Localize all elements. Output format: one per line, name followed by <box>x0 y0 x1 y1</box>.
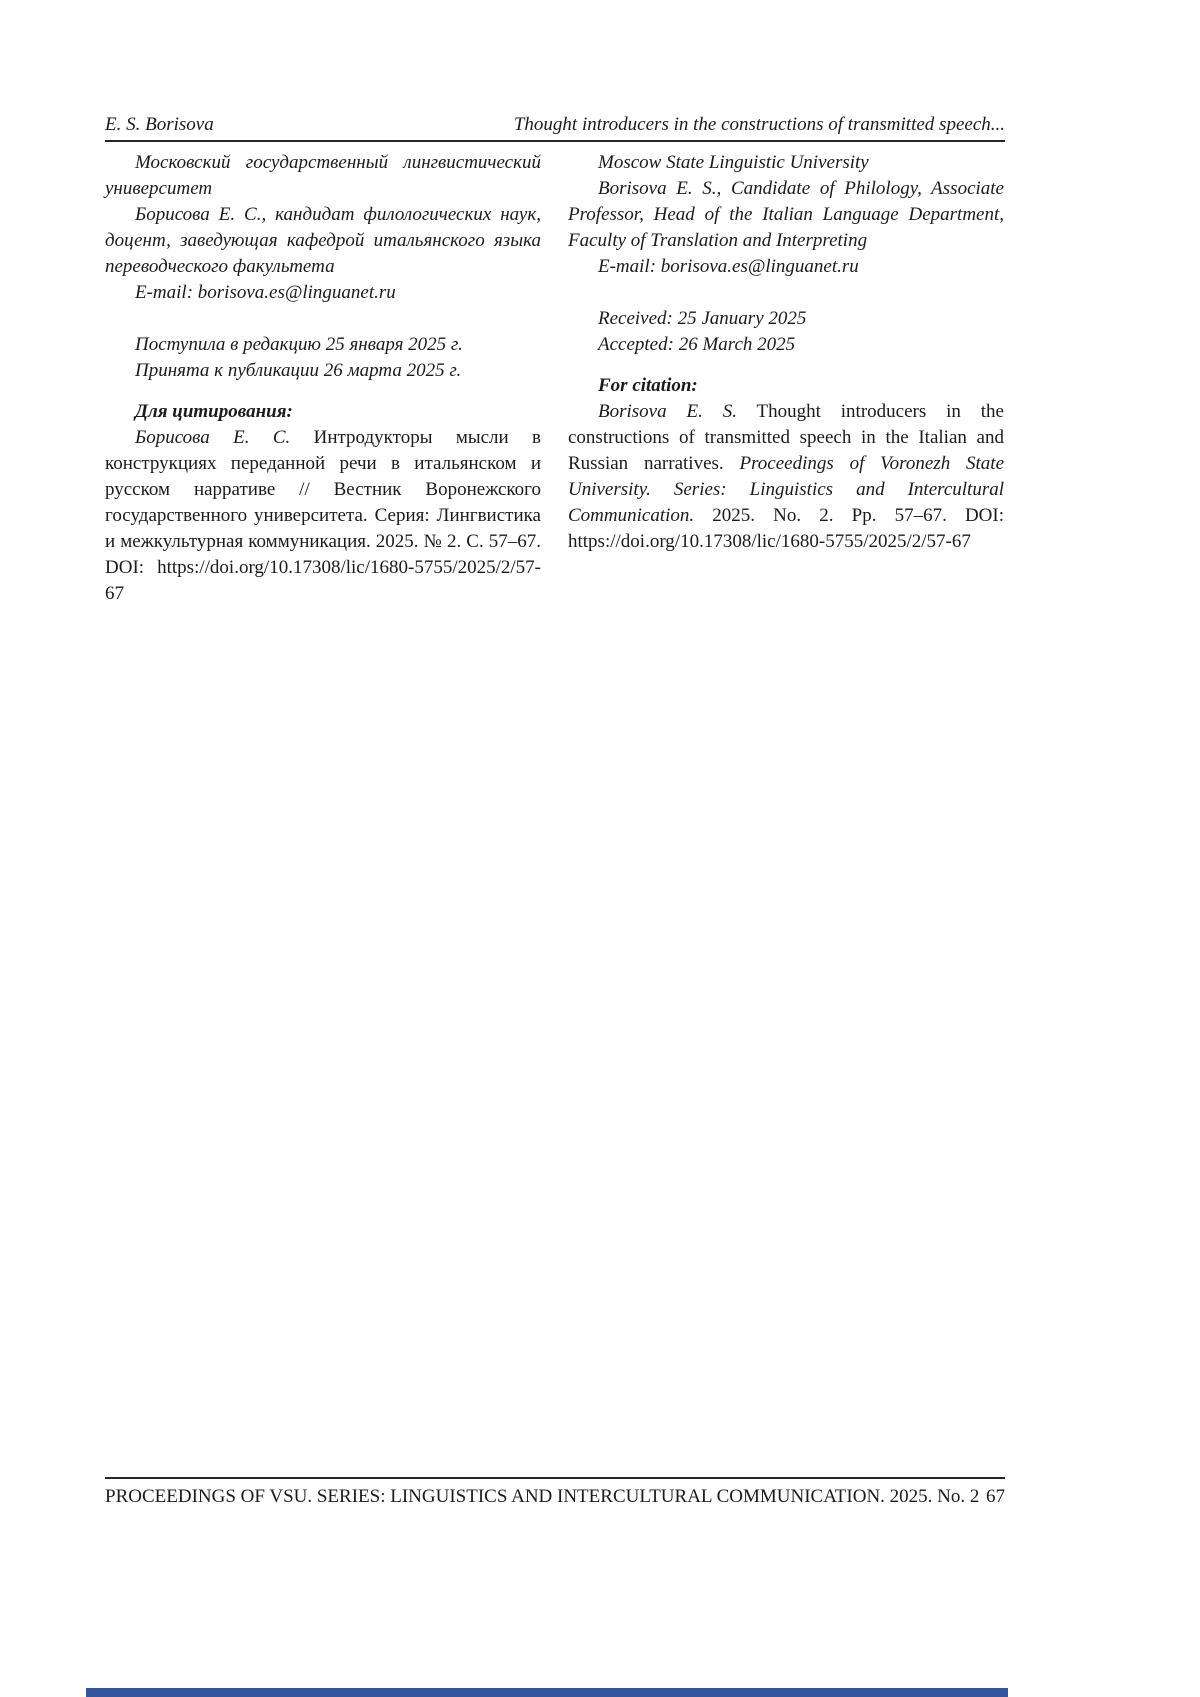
received-date-en: Received: 25 January 2025 <box>598 308 807 329</box>
citation-heading-ru: Для цитирования: <box>135 401 293 422</box>
citation-author-ru: Борисова Е. С. <box>135 427 291 448</box>
citation-text-en-part2: 2025. No. 2. Pp. 57–67. DOI: https://doi.org/10.17308/lic/1680-5755/2025/2/57-67 <box>568 505 1005 552</box>
citation-paragraph-ru <box>105 425 541 607</box>
running-head-author: E. S. Borisova <box>105 114 214 135</box>
running-head <box>105 112 1005 138</box>
column-russian <box>105 150 541 607</box>
author-info-ru: Борисова Е. С., кандидат филологических наук, доцент, заведующая кафедрой итальянского языка переводческого факультета <box>105 204 541 277</box>
running-head-title: Thought introducers in the constructions of transmitted speech... <box>513 114 1005 135</box>
footer-rule <box>105 1477 1005 1479</box>
accepted-date-ru: Принята к публикации 26 марта 2025 г. <box>135 360 462 381</box>
email-ru: E-mail: borisova.es@linguanet.ru <box>135 282 396 303</box>
content-columns <box>105 150 1005 607</box>
page-footer <box>105 1484 1005 1510</box>
citation-text-en-part1: Thought introducers in the constructions of transmitted speech in the Italian and Russian narratives. <box>568 401 1004 474</box>
citation-text-ru: Интродукторы мысли в конструкциях переданной речи в итальянском и русском нарративе // Вестник Воронежского государственного университета. Серия: Лингвистика и межкультурная коммуникация. 2025. № 2. С. 57–67. DOI: https://doi.org/10.17308/lic/1680-5755/2025/2/57-67 <box>105 427 542 604</box>
citation-author-en: Borisova E. S. <box>598 401 737 422</box>
citation-journal-en: Proceedings of Voronezh State University. Series: Linguistics and Intercultural Communication. <box>568 453 1005 526</box>
affiliation-en: Moscow State Linguistic University <box>598 152 869 173</box>
column-english <box>568 150 1004 607</box>
bottom-edge-bar <box>86 1688 1008 1697</box>
author-info-en: Borisova E. S., Candidate of Philology, Associate Professor, Head of the Italian Language Department, Faculty of Translation and Interpreting <box>568 178 1004 251</box>
received-date-ru: Поступила в редакцию 25 января 2025 г. <box>135 334 463 355</box>
email-en: E-mail: borisova.es@linguanet.ru <box>598 256 859 277</box>
footer-page-number: 67 <box>986 1486 1005 1507</box>
citation-paragraph-en <box>568 399 1004 555</box>
accepted-date-en: Accepted: 26 March 2025 <box>598 334 796 355</box>
footer-journal-title: PROCEEDINGS OF VSU. SERIES: LINGUISTICS AND INTERCULTURAL COMMUNICATION. 2025. No. 2 <box>105 1486 980 1507</box>
affiliation-ru: Московский государственный лингвистический университет <box>105 152 541 199</box>
header-rule <box>105 140 1005 142</box>
citation-heading-en: For citation: <box>598 375 698 396</box>
